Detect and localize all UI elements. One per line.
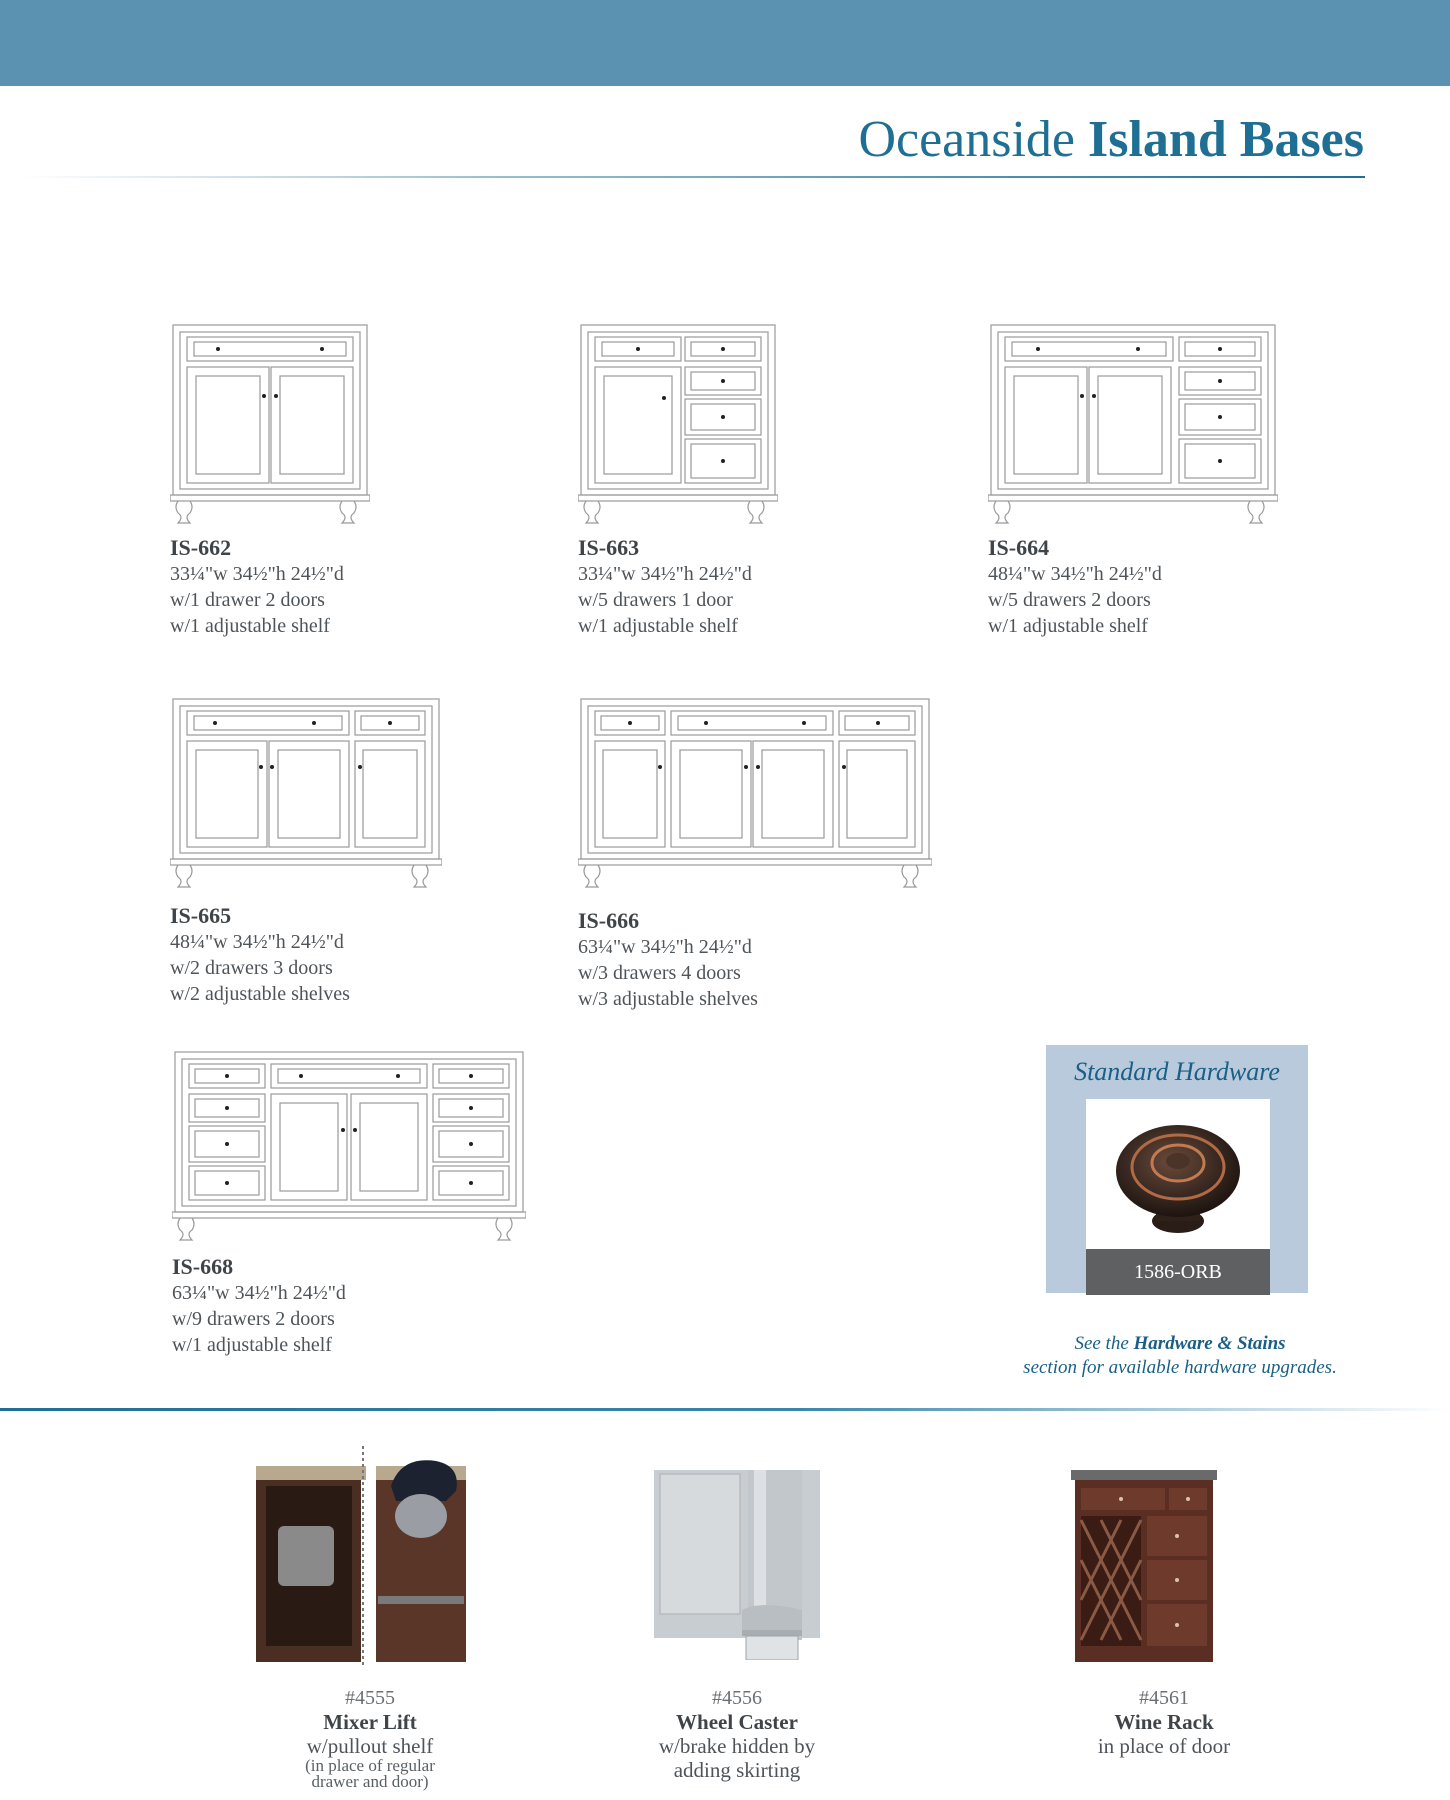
- configuration: w/5 drawers 1 door: [578, 589, 733, 611]
- accessory-detail: w/pullout shelf: [306, 1734, 434, 1758]
- spec-is-663: [578, 535, 752, 639]
- configuration: w/2 drawers 3 doors: [170, 957, 333, 979]
- hardware-title: Standard Hardware: [1074, 1057, 1280, 1086]
- mixer-lift-photo: [256, 1446, 466, 1670]
- hardware-part-number: 1586-ORB: [1086, 1249, 1270, 1295]
- accessory-number: #4555: [345, 1687, 395, 1709]
- accessory-detail: w/brake hidden by: [658, 1734, 816, 1758]
- model-code: IS-665: [170, 903, 232, 928]
- configuration: w/5 drawers 2 doors: [988, 589, 1151, 611]
- accessory-name: Mixer Lift: [323, 1710, 417, 1734]
- page-title: [858, 110, 1364, 169]
- spec-is-664: [988, 535, 1162, 639]
- cabinet-drawing-is-668: [172, 1050, 526, 1246]
- shelving: w/1 adjustable shelf: [172, 1334, 332, 1356]
- knob-icon: [1086, 1099, 1270, 1249]
- cabinet-drawing-is-665: [170, 697, 442, 893]
- accessory-number: #4561: [1139, 1687, 1189, 1709]
- model-code: IS-668: [172, 1254, 234, 1279]
- shelving: w/3 adjustable shelves: [578, 988, 758, 1010]
- accessory-wheel-caster: [597, 1686, 877, 1782]
- hardware-stains-link[interactable]: Hardware & Stains: [1133, 1333, 1286, 1354]
- note-prefix: See the: [1074, 1333, 1129, 1354]
- dimensions: 63¼"w 34½"h 24½"d: [172, 1282, 346, 1304]
- cabinet-drawing-is-662: [170, 323, 370, 529]
- shelving: w/1 adjustable shelf: [170, 615, 330, 637]
- configuration: w/9 drawers 2 doors: [172, 1308, 335, 1330]
- wheel-caster-photo: [654, 1470, 820, 1664]
- dimensions: 33¼"w 34½"h 24½"d: [578, 563, 752, 585]
- model-code: IS-664: [988, 535, 1050, 560]
- standard-hardware-panel: [1046, 1045, 1308, 1293]
- shelving: w/2 adjustable shelves: [170, 983, 350, 1005]
- wine-rack-photo: [1071, 1470, 1217, 1666]
- note-suffix: section for available hardware upgrades.: [1023, 1357, 1337, 1378]
- model-code: IS-666: [578, 908, 640, 933]
- shelving: w/1 adjustable shelf: [578, 615, 738, 637]
- accessory-name: Wine Rack: [1114, 1710, 1214, 1734]
- spec-is-666: [578, 908, 758, 1012]
- shelving: w/1 adjustable shelf: [988, 615, 1148, 637]
- cabinet-drawing-is-666: [578, 697, 932, 893]
- hardware-note: [995, 1332, 1365, 1380]
- accessory-number: #4556: [712, 1687, 762, 1709]
- cabinet-drawing-is-663: [578, 323, 778, 529]
- spec-is-668: [172, 1254, 346, 1358]
- model-code: IS-663: [578, 535, 640, 560]
- dimensions: 48¼"w 34½"h 24½"d: [170, 931, 344, 953]
- configuration: w/1 drawer 2 doors: [170, 589, 325, 611]
- accessory-detail: adding skirting: [673, 1758, 801, 1782]
- accessory-note: (in place of regular: [305, 1756, 435, 1775]
- title-divider: [20, 176, 1365, 178]
- accessory-mixer-lift: [230, 1686, 510, 1790]
- title-product: Island Bases: [1088, 111, 1364, 168]
- section-divider: [0, 1408, 1450, 1411]
- dimensions: 48¼"w 34½"h 24½"d: [988, 563, 1162, 585]
- spec-is-665: [170, 903, 350, 1007]
- configuration: w/3 drawers 4 doors: [578, 962, 741, 984]
- accessory-detail: in place of door: [1097, 1734, 1231, 1758]
- dimensions: 33¼"w 34½"h 24½"d: [170, 563, 344, 585]
- spec-is-662: [170, 535, 344, 639]
- model-code: IS-662: [170, 535, 232, 560]
- top-color-band: [0, 0, 1450, 86]
- accessory-wine-rack: [1024, 1686, 1304, 1758]
- dimensions: 63¼"w 34½"h 24½"d: [578, 936, 752, 958]
- accessory-name: Wheel Caster: [676, 1710, 798, 1734]
- accessory-note: drawer and door): [311, 1772, 429, 1791]
- title-series: Oceanside: [858, 111, 1075, 168]
- cabinet-drawing-is-664: [988, 323, 1278, 529]
